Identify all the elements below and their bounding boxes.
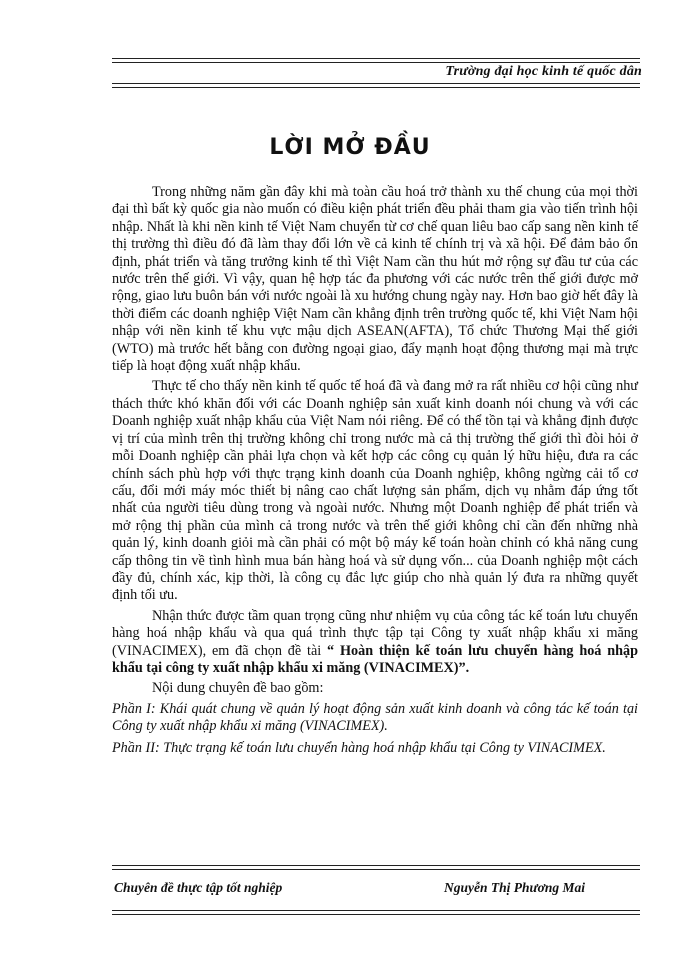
footer-rule-bottom	[112, 910, 640, 911]
header-rule-top	[112, 58, 640, 59]
body-text	[112, 184, 638, 761]
paragraph-1: Trong những năm gần đây khi mà toàn cầu hoá trở thành xu thế chung của mọi thời đại thì bất kỳ quốc gia nào muốn có điều kiện phát triển đều phải tham gia vào tiến trình hội nhập. Nhất là khi nền kinh tế Việt Nam chuyển từ cơ chế quan liêu bao cấp sang nền kinh tế thị trường thì điều đó đã làm thay đổi lớn về cả kinh tế chính trị và xã hội. Để đảm bảo ổn định, phát triển và tăng trưởng kinh tế thì Việt Nam cần thu hút mở rộng sự đầu tư của các nước trên thế giới. Vì vậy, quan hệ hợp tác đa phương với các nước trên thế giới được mở rộng, giao lưu buôn bán với nước ngoài là xu hướng chung ngày nay. Hơn bao giờ hết đây là thời điểm các doanh nghiệp Việt Nam cần khẳng định trên trường quốc tế, khi Việt Nam hội nhập với nền kinh tế khu vực mậu dịch ASEAN(AFTA), Tổ chức Thương Mại thế giới (WTO) mà trước hết bằng con đường ngoại giao, đẩy mạnh hoạt động thương mại mà trực tiếp là hoạt động xuất nhập khẩu.	[112, 184, 638, 375]
paragraph-3-text: Nhận thức được tầm quan trọng cũng như nhiệm vụ của công tác kế toán lưu chuyển hàng hoá nhập khẩu và qua quá trình thực tập tại Công ty xuất nhập khẩu xi măng (VINACIMEX), em đã chọn đề tài	[112, 607, 638, 659]
footer-author: Nguyễn Thị Phương Mai	[444, 880, 585, 895]
part-2: Phần II: Thực trạng kế toán lưu chuyển hàng hoá nhập khẩu tại Công ty VINACIMEX.	[112, 739, 606, 756]
footer-rule-bottom-2	[112, 914, 640, 915]
footer-report-type: Chuyên đề thực tập tốt nghiệp	[114, 880, 283, 895]
footer-rule-top-2	[112, 869, 640, 870]
header-rule-bottom-2	[112, 87, 640, 88]
part-1: Phần I: Khái quát chung về quản lý hoạt động sản xuất kinh doanh và công tác kế toán tại Công ty xuất nhập khẩu xi măng (VINACIMEX).	[112, 700, 638, 735]
page-title: LỜI MỞ ĐẦU	[269, 135, 431, 160]
paragraph-3	[112, 608, 638, 678]
paragraph-2: Thực tế cho thấy nền kinh tế quốc tế hoá đã và đang mở ra rất nhiều cơ hội cũng như thách thức khó khăn đối với các Doanh nghiệp sản xuất kinh doanh nói chung và với các Doanh nghiệp xuất nhập khẩu của Việt Nam nói riêng. Để có thể tồn tại và khẳng định được vị trí của mình trên thị trường không chỉ trong nước mà cả thị trường thế giới thì đòi hỏi ở mỗi Doanh nghiệp cần phải lựa chọn và kết hợp các công cụ quản lý hữu hiệu, đưa ra các chính sách phù hợp với thực trạng kinh doanh của Doanh nghiệp, không ngừng cải tổ cơ cấu, đổi mới máy móc thiết bị nâng cao chất lượng sản phẩm, dịch vụ nhằm đáp ứng tốt nhất của người tiêu dùng trong và ngoài nước. Nhưng một Doanh nghiệp để phát triển và mở rộng thị phần của mình cả trong nước và trên thế giới không chỉ cần đến những nhà quản lý, kinh doanh giỏi mà cần phải có một bộ máy kế toán hoàn chỉnh có khả năng cung cấp thông tin về tình hình mua bán hàng hoá và sử dụng vốn... của Doanh nghiệp một cách đầy đủ, chính xác, kịp thời, là công cụ đắc lực giúp cho nhà quản lý đưa ra những quyết định tối ưu.	[112, 378, 638, 604]
topic-title: “ Hoàn thiện kế toán lưu chuyển hàng hoá nhập khẩu tại công ty xuất nhập khẩu xi măng (VINACIMEX)”.	[112, 642, 638, 676]
footer-rule-top	[112, 865, 640, 866]
header-rule-top-2	[112, 62, 640, 63]
header-rule-bottom	[112, 83, 640, 84]
header-school-name: Trường đại học kinh tế quốc dân	[445, 64, 642, 79]
contents-intro: Nội dung chuyên đề bao gồm:	[152, 680, 324, 697]
